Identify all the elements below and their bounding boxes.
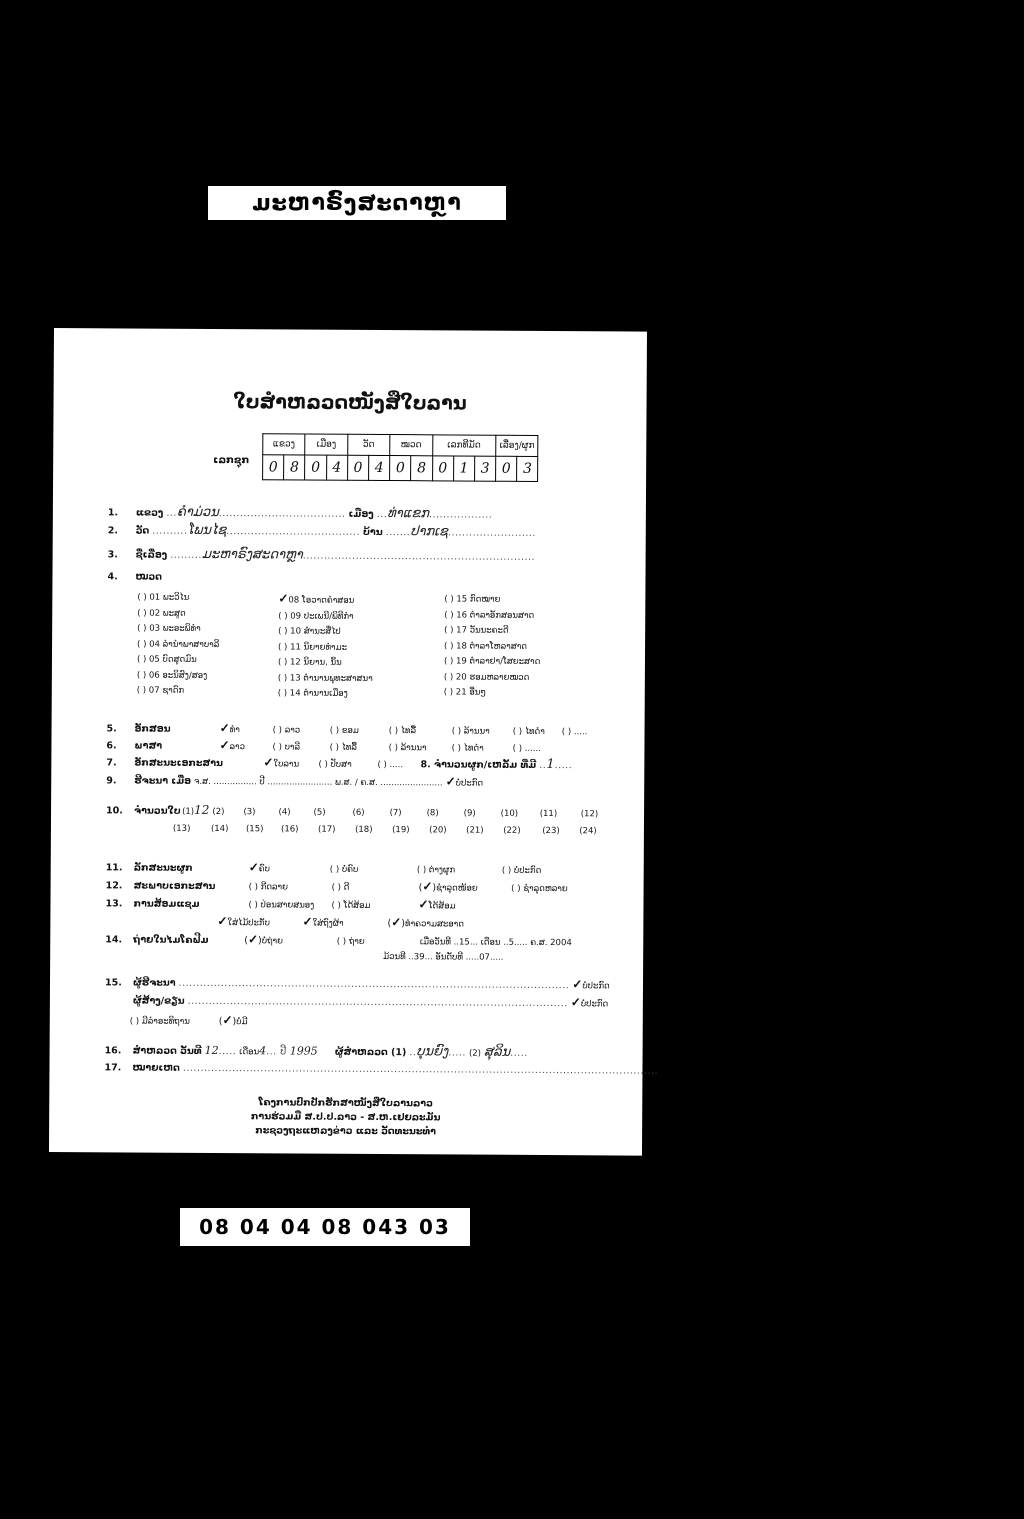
option: ( ) ໄທດຳ xyxy=(512,726,545,738)
option: ບໍ່ປະກົດ xyxy=(455,778,484,789)
field-province: 1. ແຂວງ ...ຄຳມ່ວນ.................................... ເມືອງ ...ທ່າແຂກ.................. xyxy=(107,504,493,522)
category-option: ( ) 09 ປະເພນີ/ພິທີກຳ xyxy=(278,610,354,622)
check-mark-icon: ✓ xyxy=(219,721,230,736)
field-label: ອັກສະນະເອກະສານ xyxy=(134,757,224,770)
field-number: 6. xyxy=(106,740,117,752)
field-label: ໝວດ xyxy=(135,571,162,583)
code-digit: 0 xyxy=(390,456,411,481)
check-mark-icon: ✓ xyxy=(248,860,259,875)
field-label: ການສ້ອມແຊມ xyxy=(133,898,200,910)
code-digit: 3 xyxy=(517,456,538,481)
code-digit: 8 xyxy=(411,456,432,481)
leaf-cell: (22) xyxy=(503,825,521,836)
category-option: ( ) 04 ລຳນຳພາສາບາລີ xyxy=(137,639,220,650)
leaf-cell: (11) xyxy=(539,808,558,820)
field-value: ມ້ວນທີ ..39... ອັນດັບທີ .....07..... xyxy=(383,952,504,963)
category-option: ( ) 06 ອະນິສົງ/ສອງ xyxy=(136,670,208,681)
field-bundle-condition xyxy=(106,859,542,876)
check-mark-icon: ✓ xyxy=(422,879,433,894)
field-remarks: 17. ໝາຍເຫດ ....................................................................................................................................... xyxy=(104,1062,659,1077)
field-label: ຊື່ເລື່ອງ xyxy=(135,549,168,561)
field-temple: 2. ວັດ ..........ໂພນໄຊ...................................... ບ້ານ .......ປາກເຊ......................... xyxy=(107,522,536,540)
field-label: ຜູ້ສຳຫລວດ (1) xyxy=(334,1046,407,1059)
code-header-category: ໝວດ xyxy=(390,435,433,456)
leaf-cell: (21) xyxy=(466,825,484,836)
field-value: ມະຫາຣົງສະດາຫຼາ xyxy=(201,546,303,563)
option: ( ) ບໍ່ຄົບ xyxy=(329,864,359,875)
option: ທຳ xyxy=(229,725,240,736)
option: ( ) ປັບສາ xyxy=(318,759,352,770)
category-option: ( ) 19 ຕຳລາຢາ/ໂສຍະສາດ xyxy=(443,656,541,667)
leaf-cell: (12) xyxy=(580,809,599,820)
category-option: ( ) 02 ພະສູດ xyxy=(137,608,186,619)
option: ຄົບ xyxy=(258,864,270,875)
field-script xyxy=(107,720,588,737)
field-number: 7. xyxy=(106,757,117,769)
field-number: 10. xyxy=(106,805,123,817)
option: ( ) ກີດລາຍ xyxy=(248,882,289,893)
option: ບໍ່ປະກົດ xyxy=(582,981,610,992)
category-option: ( ) 12 ນິຍານ, ນິ້ນ xyxy=(277,657,342,668)
field-value: ຈ.ສ. ................ ປີ ........................ ພ.ສ. / ຄ.ສ. ....................... xyxy=(194,776,443,789)
category-option: ( ) 05 ບົດສູດມົນ xyxy=(136,654,197,665)
field-number: 15. xyxy=(104,977,122,989)
category-option: ( ) 03 ພະອະພິທຳ xyxy=(137,623,201,634)
field-number: 12. xyxy=(105,880,123,892)
field-label: ແຂວງ xyxy=(135,507,164,519)
form-title: ໃບສຳຫລວດໜັງສືໃບລານ xyxy=(233,391,467,415)
option: ໃບລານ xyxy=(273,759,300,770)
code-digit: 0 xyxy=(432,456,453,481)
field-scribe: ຜູ້ສ້າງ/ຂຽນ ............................................................................................................ ✓ບໍ່ປະກົດ xyxy=(132,995,609,1010)
category-option: ( ) 13 ຕຳນານພຸທະສາສນາ xyxy=(277,672,373,684)
category-option xyxy=(278,591,373,609)
option: ໃສ່ໄມ້ປະກັບ xyxy=(227,918,270,929)
category-option: ( ) 20 ຮອມຫລາຍໝວດ xyxy=(443,671,530,683)
field-number: 11. xyxy=(105,862,123,874)
check-mark-icon: ✓ xyxy=(278,591,289,606)
code-digit: 0 xyxy=(263,455,284,480)
option: ( ) ລ້ານນາ xyxy=(451,726,490,737)
field-document-type: 7. ອັກສະນະເອກະສານ ✓ໃບລານ ( ) ປັບສາ ( ) ..... 8. ຈຳນວນຜູກ/ເຫລັ້ມ ທີ່ມີ ..1..... xyxy=(106,755,573,773)
field-label: ບ້ານ xyxy=(362,526,383,539)
field-prayer: ( ) ມີລຳອະທິຖານ (✓)ບໍ່ມີ xyxy=(129,1013,248,1028)
category-option: ( ) 07 ຊາດົກ xyxy=(136,685,185,696)
code-digit: 4 xyxy=(369,455,390,480)
footer-project: ໂຄງການປົກປັກຮັກສາໜັງສືໃບລານລາວ xyxy=(258,1097,433,1110)
category-option: ( ) 10 ສຳນະສື່ໄປ xyxy=(278,626,341,637)
field-label: ສຳຫລວດ ວັນທີ xyxy=(132,1045,202,1057)
option: ໂດ້ສ້ອມ xyxy=(428,901,456,912)
field-number: 9. xyxy=(106,775,117,787)
check-mark-icon: ✓ xyxy=(418,897,429,912)
leaf-cell: (20) xyxy=(429,825,447,836)
leaf-cell: (4) xyxy=(278,807,291,818)
option: ( ) ບໍ່ປະກົດ xyxy=(501,865,542,876)
field-value: ສຸລິນ xyxy=(483,1044,511,1060)
title-label: ມະຫາຣົງສະດາຫຼາ xyxy=(252,190,462,216)
category-option: ( ) 15 ກົດໝາຍ xyxy=(444,594,501,605)
leaf-cell: (5) xyxy=(313,807,326,818)
field-label: (2) xyxy=(468,1048,482,1059)
option: ( ) ປ່ອນສາຍສນອງ xyxy=(248,900,315,911)
option: ບໍ່ມີ xyxy=(236,1017,248,1028)
leaf-cell: (18) xyxy=(355,824,373,835)
option: ( ) ໄທດຳ xyxy=(451,743,484,754)
category-option: ( ) 14 ຕຳນານເມືອງ xyxy=(277,688,348,699)
code-header-bundle: ເລກທີມັດ xyxy=(432,435,496,456)
category-option: ( ) 18 ຕຳລາໂຫລາສາດ xyxy=(444,640,528,652)
field-value: ຄຳມ່ວນ xyxy=(176,504,219,521)
check-mark-icon: ✓ xyxy=(217,914,228,929)
field-label: ສະພາບເອກະສານ xyxy=(133,880,216,892)
field-number: 13. xyxy=(105,898,123,910)
field-value: ໂພນໄຊ xyxy=(187,522,227,539)
code-header-temple: ວັດ xyxy=(347,434,390,455)
field-label: ອັກສອນ xyxy=(134,723,171,735)
check-mark-icon: ✓ xyxy=(570,995,581,1010)
option: ບໍ່ປະກົດ xyxy=(580,999,609,1010)
leaf-cell: (15) xyxy=(245,824,264,835)
field-value: ປາກເຊ xyxy=(410,524,449,540)
field-number: 5. xyxy=(106,723,117,735)
survey-form xyxy=(49,328,659,1156)
footer-ministry: ກະຊວງຖະແຫລງຂ່າວ ແລະ ວັດທະນະທຳ xyxy=(255,1125,437,1138)
field-label: ຖ່າຍໃນໄມໂຄຟີມ xyxy=(133,934,209,946)
field-label: ຜູ້ສ້າງ/ຂຽນ xyxy=(132,995,185,1007)
field-language xyxy=(106,737,541,754)
check-mark-icon: ✓ xyxy=(263,755,274,770)
code-digit: 0 xyxy=(305,455,326,480)
check-mark-icon: ✓ xyxy=(219,738,230,753)
field-label: ວັດ xyxy=(135,525,150,537)
option: ( ) ຕ່າງຜູກ xyxy=(416,865,456,876)
field-value: 12 xyxy=(194,802,210,817)
code-digit: 0 xyxy=(496,456,517,481)
option: ( ) ..... xyxy=(561,727,588,738)
option: ( ) ບາລີ xyxy=(272,742,301,753)
leaf-cell: (3) xyxy=(243,807,256,818)
field-title: 3. ຊື່ເລື່ອງ .........ມະຫາຣົງສະດາຫຼາ.................................................................. xyxy=(107,546,536,563)
leaf-cell: (13) xyxy=(172,823,191,834)
field-value: 12 xyxy=(204,1043,219,1058)
option: ຊຳລຸດໜ້ອຍ xyxy=(436,883,478,894)
code-label-strip xyxy=(180,1208,470,1246)
field-label: ໝາຍເຫດ xyxy=(132,1062,180,1074)
field-value: ເມື່ອວັນທີ ..15... ເດືອນ ..5..... ຄ.ສ. 2004 xyxy=(419,937,572,949)
code-digit: 8 xyxy=(284,455,305,480)
field-composer: 15. ຜູ້ຮີຈະນາ ............................................................................................................... ✓ບໍ່ປະກົດ xyxy=(104,977,610,992)
code-header-fascicle: ເລື່ອງ/ຜູກ xyxy=(496,435,539,456)
option: ( ) ຖ່າຍ xyxy=(336,936,365,947)
leaf-cell: (9) xyxy=(463,808,476,819)
code-header-province: ແຂວງ xyxy=(263,434,306,455)
code-digit: 0 xyxy=(347,455,368,480)
title-label-strip xyxy=(208,186,506,220)
option: ( ) ໄທລື້ xyxy=(388,726,417,737)
check-mark-icon: ✓ xyxy=(222,1013,233,1028)
code-header-district: ເມືອງ xyxy=(305,434,348,455)
category-option: ( ) 01 ພະວິໄນ xyxy=(137,592,190,603)
category-option-label: 08 ໂອວາດຄຳສອນ xyxy=(288,595,355,606)
field-physical-state: 12. ສະພາບເອກະສານ ( ) ກີດລາຍ ( ) ດີ (✓)ຊຳລຸດໜ້ອຍ ( ) ຊຳລຸດຫລາຍ xyxy=(105,879,568,895)
field-number: 3. xyxy=(107,549,118,561)
leaf-cell: (17) xyxy=(318,824,336,835)
field-value: 1995 xyxy=(289,1044,318,1058)
field-number: 16. xyxy=(104,1045,122,1057)
code-table xyxy=(262,433,539,482)
option: ( ) ...... xyxy=(512,743,541,754)
option: ( ) ໂດ້ສ້ອມ xyxy=(331,900,371,911)
field-microfilm: 14. ຖ່າຍໃນໄມໂຄຟີມ (✓)ບໍ່ຖ່າຍ ( ) ຖ່າຍ ເມື່ອວັນທີ ..15... ເດືອນ ..5..... ຄ.ສ. 2004 xyxy=(105,932,572,949)
category-column-3 xyxy=(444,592,541,701)
leaf-cell: (19) xyxy=(392,825,410,836)
leaf-cell: (24) xyxy=(579,826,597,837)
leaf-cell: (14) xyxy=(210,823,229,835)
field-value: 4 xyxy=(259,1044,267,1058)
field-number: 17. xyxy=(104,1062,122,1074)
check-mark-icon: ✓ xyxy=(302,914,313,929)
field-number: 4. xyxy=(107,571,118,583)
category-option: ( ) 21 ອື່ນໆ xyxy=(443,687,487,698)
option: ( ) ຊຳລຸດຫລາຍ xyxy=(511,883,568,895)
category-column-1 xyxy=(137,591,220,700)
field-value: ບຸນຍົງ xyxy=(416,1044,449,1060)
category-option: ( ) 16 ຕຳລາອັກສອນສາດ xyxy=(444,609,535,621)
leaf-cell: (7) xyxy=(389,808,402,819)
category-option: ( ) 17 ວັນນະຄະດີ xyxy=(444,625,509,636)
leaf-cell: (10) xyxy=(500,808,519,819)
field-leaf-count xyxy=(106,802,598,819)
check-mark-icon: ✓ xyxy=(247,932,259,947)
leaf-cell: (6) xyxy=(352,807,365,818)
field-label: ຮີຈະນາ ເມື່ອ xyxy=(134,775,192,787)
leaf-cell: (16) xyxy=(281,824,299,835)
field-label: ເມືອງ xyxy=(348,508,374,520)
field-repair xyxy=(105,895,455,911)
option: ລາວ xyxy=(229,742,246,753)
field-label: ຈຳນວນໃບ xyxy=(134,805,181,817)
option: ໃສ່ຖົງຜ້າ xyxy=(312,918,344,929)
option: ( ) ລາວ xyxy=(272,725,301,736)
field-leaf-count-row2 xyxy=(173,823,597,837)
field-label: 8. ຈຳນວນຜູກ/ເຫລັ້ມ ທີ່ມີ xyxy=(420,759,537,771)
check-mark-icon: ✓ xyxy=(445,774,456,789)
manuscript-code: 08 04 04 08 043 03 xyxy=(199,1215,451,1239)
field-label: ພາສາ xyxy=(134,740,163,752)
leaf-cell: (8) xyxy=(426,808,439,819)
field-category xyxy=(107,571,162,582)
code-header-row xyxy=(263,434,539,457)
code-digit: 4 xyxy=(326,455,347,480)
check-mark-icon: ✓ xyxy=(572,977,583,992)
field-number: 1. xyxy=(107,507,119,519)
code-digit-row xyxy=(263,455,539,482)
field-number: 14. xyxy=(105,934,123,946)
option: ( ) ດີ xyxy=(331,882,350,893)
option: ( ) ໄທລື້ xyxy=(329,742,357,753)
code-digit: 1 xyxy=(453,456,474,481)
field-composed xyxy=(106,772,483,788)
category-column-2 xyxy=(278,591,374,702)
field-repair-row2: ✓ໃສ່ໄມ້ປະກັບ ✓ໃສ່ຖົງຜ້າ (✓)ທຳຄວາມສະອາດ xyxy=(217,914,465,930)
field-value: ທ່າແຂກ xyxy=(387,506,430,522)
option: ທຳຄວາມສະອາດ xyxy=(405,919,465,930)
option: ( ) ..... xyxy=(377,759,404,771)
field-value: 1 xyxy=(546,757,555,773)
field-survey-date: 16. ສຳຫລວດ ວັນທີ 12..... ເດືອນ4... ປີ 1995 ຜູ້ສຳຫລວດ (1) ..ບຸນຍົງ..... (2) ສຸລິນ..... xyxy=(104,1043,528,1060)
option: ບໍ່ຖ່າຍ xyxy=(261,936,284,947)
check-mark-icon: ✓ xyxy=(391,915,402,930)
footer-cooperation: ການຮ່ວມມື ສ.ປ.ປ.ລາວ - ສ.ຫ.ເຢຍລະມັນ xyxy=(250,1111,441,1124)
field-label: ລັກສະນະຜູກ xyxy=(133,862,193,874)
field-microfilm-reel xyxy=(383,951,503,963)
code-digit: 3 xyxy=(474,456,495,481)
leaf-cell: (1) xyxy=(182,806,195,817)
code-label: ເລກຊຸກ xyxy=(213,454,250,467)
option: ( ) ລ້ານນາ xyxy=(388,743,427,754)
category-option: ( ) 11 ນິຍາຍທຳມະ xyxy=(278,641,348,653)
option: ( ) ຂອມ xyxy=(329,725,359,736)
leaf-cell: (23) xyxy=(542,825,560,837)
field-label: ຜູ້ຮີຈະນາ xyxy=(132,977,176,989)
leaf-cell: (2) xyxy=(212,806,225,818)
option: ( ) ມີລຳອະທິຖານ xyxy=(129,1016,190,1027)
field-number: 2. xyxy=(107,525,119,537)
